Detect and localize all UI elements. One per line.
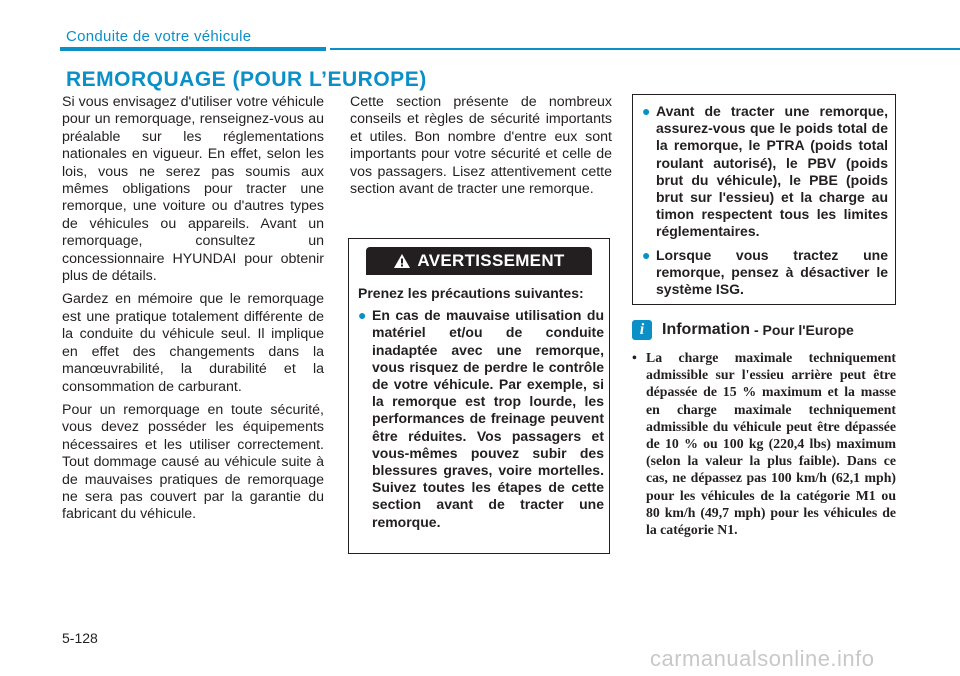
info-body bbox=[632, 349, 896, 544]
watermark: carmanualsonline.info bbox=[650, 646, 875, 671]
warning-continued-box bbox=[632, 94, 896, 305]
info-subtitle: - Pour l'Europe bbox=[754, 322, 854, 338]
warning-label: AVERTISSEMENT bbox=[417, 251, 565, 270]
warning-intro: Prenez les précautions suivantes: bbox=[358, 285, 584, 301]
bullet-icon: ● bbox=[642, 103, 651, 119]
warning-triangle-icon bbox=[393, 253, 411, 269]
paragraph: Gardez en mémoire que le remorquage est une pratique totalement différente de la conduite du véhicule seul. Il implique en effet des changements dans la manœuvrabilité, la durabilité et la consommation de carburant. bbox=[62, 291, 324, 395]
column-left bbox=[62, 94, 324, 530]
info-icon: i bbox=[632, 320, 652, 340]
list-item bbox=[642, 103, 888, 241]
list-item bbox=[632, 349, 896, 538]
list-item-text: Avant de tracter une remorque, assurez-vous que le poids total de la remorque, le PTRA (poids total roulant autorisé), le PBV (poids brut du véhicule), le PBE (poids brut sur l'essieu) et la charge au timon respectent tous les limites réglementaires. bbox=[656, 103, 888, 240]
info-header bbox=[632, 320, 854, 340]
warning-body bbox=[358, 285, 604, 537]
info-title: Information bbox=[662, 321, 750, 338]
list-item-text: Lorsque vous tractez une remorque, pensez à désactiver le système ISG. bbox=[656, 246, 888, 298]
page-number: 5-128 bbox=[62, 630, 98, 646]
header-rule bbox=[60, 47, 326, 51]
paragraph: Si vous envisagez d'utiliser votre véhicule pour un remorquage, renseignez-vous au préalable sur les réglementations nationales en vigueur. En effet, selon les lois, vous ne serez pas soumis aux mêmes obligations pour tracter une remorque, une voiture ou d'autres types de véhicules ou appareils. Avant un remorquage, consultez un concessionnaire HYUNDAI pour obtenir plus de détails. bbox=[62, 94, 324, 285]
paragraph: Pour un remorquage en toute sécurité, vous devez posséder les équipements nécessaires et les utiliser correctement. Tout dommage causé au véhicule suite à de mauvaises pratiques de remorquage ne sera pas couvert par la garantie du fabricant du véhicule. bbox=[62, 401, 324, 523]
bullet-icon: • bbox=[632, 350, 637, 365]
header-rule-thin bbox=[330, 48, 960, 50]
bullet-icon: ● bbox=[642, 246, 651, 263]
warning-continued-body bbox=[642, 103, 888, 304]
bullet-icon: ● bbox=[358, 307, 367, 324]
warning-box bbox=[348, 238, 610, 554]
list-item bbox=[358, 307, 604, 531]
list-item bbox=[642, 247, 888, 299]
section-title: Conduite de votre véhicule bbox=[66, 28, 252, 45]
paragraph: Cette section présente de nombreux conseils et règles de sécurité importants et utiles. Bon nombre d'entre eux sont importants pour votre sécurité et celle de vos passagers. Lisez attentivement cette section avant de tracter une remorque. bbox=[350, 94, 612, 198]
column-middle bbox=[350, 94, 612, 204]
list-item-text: En cas de mauvaise utilisation du matériel et/ou de conduite inadaptée avec une remorque, vous risquez de perdre le contrôle de votre véhicule. Par exemple, si la remorque est trop lourde, les performances de freinage peuvent être réduites. Vos passagers et vous-mêmes pouvez subir des blessures graves, voire mortelles. Suivez toutes les étapes de cette section avant de tracter une remorque. bbox=[372, 307, 604, 530]
list-item-text: La charge maximale techniquement admissible sur l'essieu arrière peut être dépassée de 15 % maximum et la masse en charge maximale techniquement admissible du véhicule peut être dépassée de 10 % ou 100 kg (220,4 lbs) maximum (selon la valeur la plus faible). Dans ce cas, ne dépassez pas 100 km/h (62,1 mph) pour les véhicules de la catégorie M1 ou 80 km/h (49,7 mph) pour les véhicules de la catégorie N1. bbox=[646, 350, 896, 538]
page-title: REMORQUAGE (POUR L’EUROPE) bbox=[66, 68, 427, 91]
warning-header bbox=[366, 247, 592, 275]
